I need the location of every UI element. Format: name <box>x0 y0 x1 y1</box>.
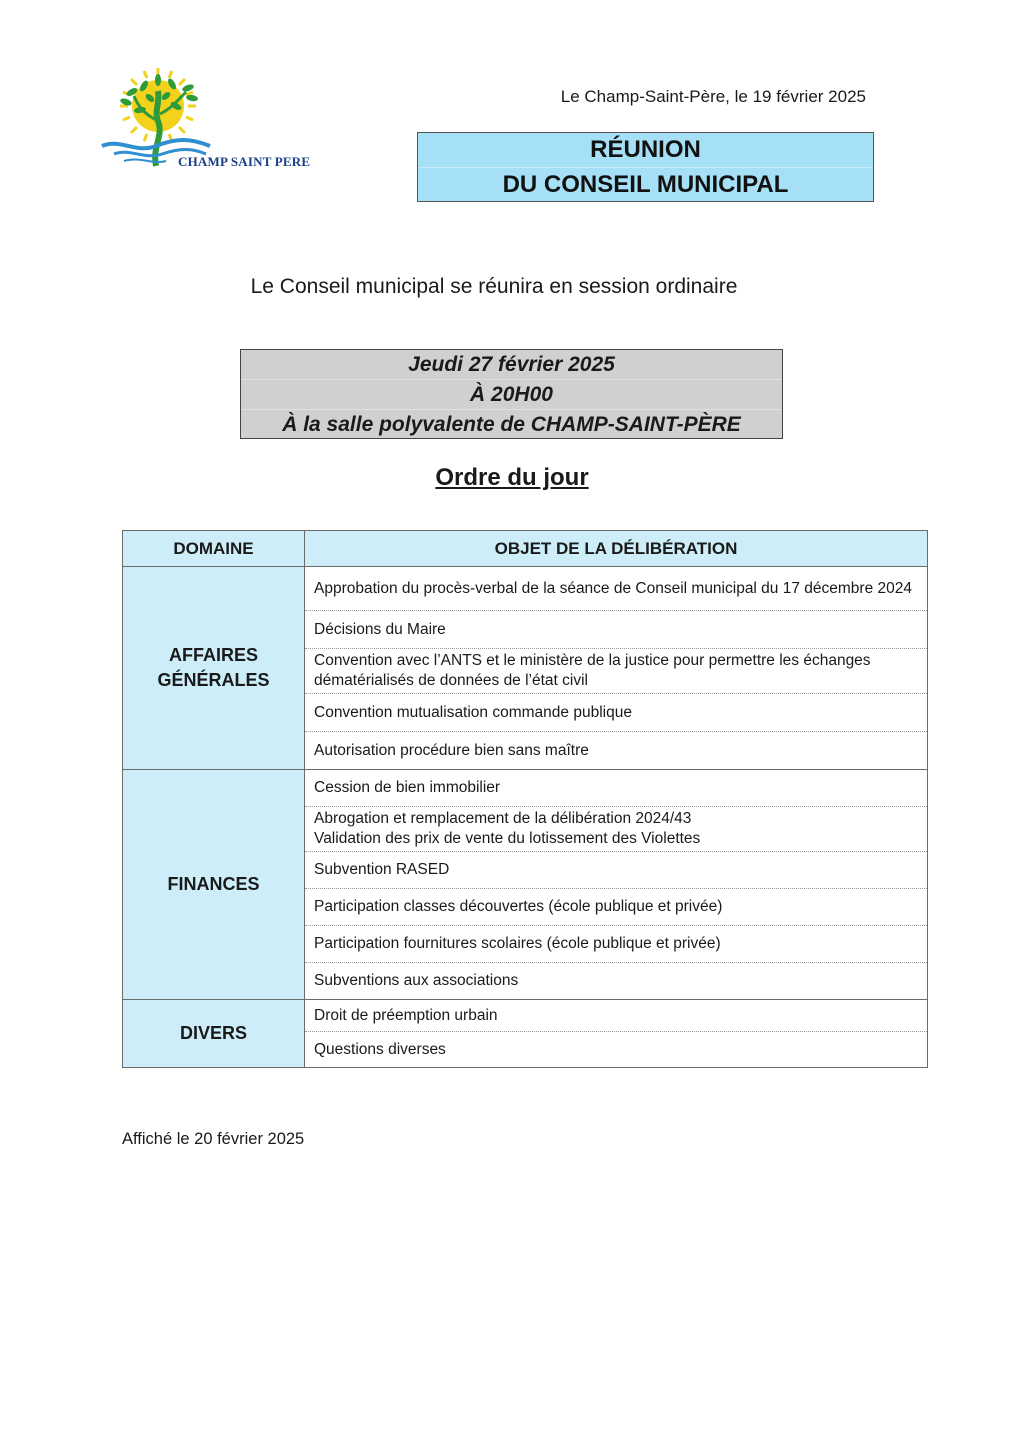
table-row <box>123 1000 928 1032</box>
title-line-1: RÉUNION <box>590 136 701 163</box>
domain-cell-finances <box>123 770 305 1000</box>
session-box <box>240 349 783 439</box>
agenda-item: Décisions du Maire <box>305 611 928 649</box>
agenda-table <box>122 530 928 1068</box>
agenda-item <box>305 807 928 852</box>
column-header-domain: DOMAINE <box>123 531 305 567</box>
session-time: À 20H00 <box>241 379 782 409</box>
domain-label-line: FINANCES <box>167 874 260 894</box>
agenda-item: Questions diverses <box>305 1032 928 1068</box>
table-row <box>123 567 928 611</box>
intro-text: Le Conseil municipal se réunira en session ordinaire <box>250 275 738 298</box>
agenda-item: Subvention RASED <box>305 852 928 889</box>
agenda-item-line: Abrogation et remplacement de la délibération 2024/43 <box>314 810 692 827</box>
domain-label-line: AFFAIRES <box>168 645 258 665</box>
title-line-2: DU CONSEIL MUNICIPAL <box>418 167 873 202</box>
domain-label-line: DIVERS <box>179 1023 248 1043</box>
agenda-item: Participation classes découvertes (école publique et privée) <box>305 889 928 926</box>
agenda-item: Convention avec l’ANTS et le ministère de la justice pour permettre les échanges dématérialisés de données de l’état civil <box>305 649 928 694</box>
column-header-object: OBJET DE LA DÉLIBÉRATION <box>305 531 928 567</box>
agenda-item: Approbation du procès-verbal de la séance de Conseil municipal du 17 décembre 2024 <box>305 567 928 611</box>
logo-text: CHAMP SAINT PERE <box>178 154 311 169</box>
agenda-item: Participation fournitures scolaires (école publique et privée) <box>305 926 928 963</box>
session-date: Jeudi 27 février 2025 <box>408 353 615 376</box>
table-row <box>123 770 928 807</box>
agenda-item: Autorisation procédure bien sans maître <box>305 732 928 770</box>
session-place: À la salle polyvalente de CHAMP-SAINT-PÈRE <box>241 409 782 439</box>
town-logo <box>100 66 311 174</box>
domain-cell-general-affairs <box>123 567 305 770</box>
domain-label-line: GÉNÉRALES <box>157 670 270 690</box>
domain-cell-misc <box>123 1000 305 1068</box>
agenda-item: Cession de bien immobilier <box>305 770 928 807</box>
agenda-heading: Ordre du jour <box>435 464 589 491</box>
posted-date: Affiché le 20 février 2025 <box>122 1130 305 1148</box>
agenda-item-line: Validation des prix de vente du lotissement des Violettes <box>314 830 701 847</box>
date-line: Le Champ-Saint-Père, le 19 février 2025 <box>560 87 866 106</box>
agenda-item: Droit de préemption urbain <box>305 1000 928 1032</box>
agenda-item: Convention mutualisation commande publique <box>305 694 928 732</box>
title-box <box>417 132 874 202</box>
agenda-item: Subventions aux associations <box>305 963 928 1000</box>
table-header-row <box>123 531 928 567</box>
